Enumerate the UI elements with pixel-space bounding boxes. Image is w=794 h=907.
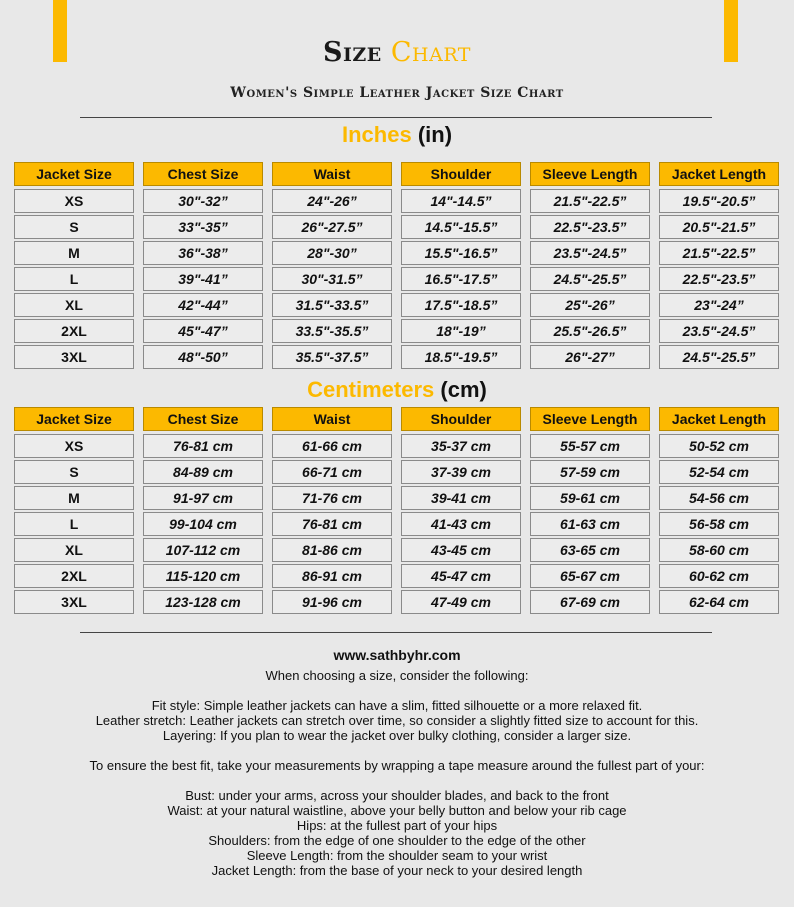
measurement-cell: 76-81 cm	[143, 434, 263, 458]
measurement-cell: 19.5"-20.5”	[659, 189, 779, 213]
measurement-cell: 18"-19”	[401, 319, 521, 343]
tip-line: Leather stretch: Leather jackets can stretch over time, so consider a slightly fitted size to account for this.	[95, 713, 699, 728]
measurement-cell: 59-61 cm	[530, 486, 650, 510]
measurement-cell: 58-60 cm	[659, 538, 779, 562]
size-label-cell: 2XL	[14, 564, 134, 588]
measurement-cell: 76-81 cm	[272, 512, 392, 536]
measurement-cell: 23"-24”	[659, 293, 779, 317]
measurement-cell: 35.5"-37.5”	[272, 345, 392, 369]
measurement-cell: 25"-26”	[530, 293, 650, 317]
size-label-cell: XS	[14, 189, 134, 213]
column-header: Chest Size	[143, 162, 263, 186]
measurement-cell: 39"-41”	[143, 267, 263, 291]
measurement-cell: 86-91 cm	[272, 564, 392, 588]
measurement-line: Jacket Length: from the base of your neck to your desired length	[211, 863, 583, 878]
column-header: Shoulder	[401, 162, 521, 186]
measurement-cell: 14"-14.5”	[401, 189, 521, 213]
measurement-cell: 56-58 cm	[659, 512, 779, 536]
centimeters-heading	[0, 377, 794, 403]
size-label-cell: 2XL	[14, 319, 134, 343]
measurement-line: Waist: at your natural waistline, above your belly button and below your rib cage	[167, 803, 627, 818]
size-label-cell: XL	[14, 293, 134, 317]
column-header: Sleeve Length	[530, 162, 650, 186]
measurement-line: Sleeve Length: from the shoulder seam to your wrist	[246, 848, 548, 863]
measurement-cell: 47-49 cm	[401, 590, 521, 614]
measurement-cell: 42"-44”	[143, 293, 263, 317]
measurement-cell: 25.5"-26.5”	[530, 319, 650, 343]
measurement-cell: 20.5"-21.5”	[659, 215, 779, 239]
column-header: Jacket Length	[659, 407, 779, 431]
measurement-cell: 21.5"-22.5”	[659, 241, 779, 265]
measurement-cell: 61-66 cm	[272, 434, 392, 458]
measurement-cell: 28"-30”	[272, 241, 392, 265]
measurement-cell: 43-45 cm	[401, 538, 521, 562]
measurement-cell: 24.5"-25.5”	[659, 345, 779, 369]
measurement-cell: 17.5"-18.5”	[401, 293, 521, 317]
measurement-cell: 22.5"-23.5”	[659, 267, 779, 291]
measurement-cell: 30"-31.5”	[272, 267, 392, 291]
measurement-cell: 123-128 cm	[143, 590, 263, 614]
size-label-cell: S	[14, 460, 134, 484]
measurement-cell: 35-37 cm	[401, 434, 521, 458]
measurement-cell: 91-96 cm	[272, 590, 392, 614]
measurement-cell: 45-47 cm	[401, 564, 521, 588]
size-label-cell: 3XL	[14, 590, 134, 614]
column-header: Waist	[272, 162, 392, 186]
divider-top	[80, 117, 712, 118]
measurement-cell: 18.5"-19.5”	[401, 345, 521, 369]
column-header: Shoulder	[401, 407, 521, 431]
measurement-cell: 66-71 cm	[272, 460, 392, 484]
measurement-cell: 23.5"-24.5”	[530, 241, 650, 265]
size-label-cell: XS	[14, 434, 134, 458]
website-url: www.sathbyhr.com	[333, 647, 461, 663]
measurement-cell: 23.5"-24.5”	[659, 319, 779, 343]
measurement-cell: 63-65 cm	[530, 538, 650, 562]
measurement-cell: 33"-35”	[143, 215, 263, 239]
measurement-cell: 91-97 cm	[143, 486, 263, 510]
measurement-cell: 99-104 cm	[143, 512, 263, 536]
column-header: Waist	[272, 407, 392, 431]
measurement-cell: 24"-26”	[272, 189, 392, 213]
measurement-cell: 115-120 cm	[143, 564, 263, 588]
measurement-cell: 54-56 cm	[659, 486, 779, 510]
measurement-cell: 57-59 cm	[530, 460, 650, 484]
size-label-cell: L	[14, 267, 134, 291]
measurement-cell: 33.5"-35.5”	[272, 319, 392, 343]
inches-heading-unit: (in)	[417, 122, 453, 147]
measurement-cell: 52-54 cm	[659, 460, 779, 484]
measurement-cell: 48"-50”	[143, 345, 263, 369]
title-part-1: Size	[323, 37, 382, 68]
measurement-cell: 50-52 cm	[659, 434, 779, 458]
measurement-cell: 15.5"-16.5”	[401, 241, 521, 265]
measurement-cell: 16.5"-17.5”	[401, 267, 521, 291]
measurement-line: Bust: under your arms, across your shoulder blades, and back to the front	[185, 788, 609, 803]
page-title	[0, 37, 794, 68]
measurement-cell: 107-112 cm	[143, 538, 263, 562]
column-header: Jacket Size	[14, 162, 134, 186]
column-header: Jacket Length	[659, 162, 779, 186]
measurement-cell: 39-41 cm	[401, 486, 521, 510]
title-part-2: Chart	[390, 37, 471, 68]
footer-info	[0, 648, 794, 878]
measurement-cell: 30"-32”	[143, 189, 263, 213]
measurement-cell: 84-89 cm	[143, 460, 263, 484]
measurement-cell: 71-76 cm	[272, 486, 392, 510]
measurement-cell: 41-43 cm	[401, 512, 521, 536]
measurement-cell: 81-86 cm	[272, 538, 392, 562]
measurement-cell: 21.5"-22.5”	[530, 189, 650, 213]
measurement-line: Shoulders: from the edge of one shoulder to the edge of the other	[208, 833, 586, 848]
inches-heading-label: Inches	[341, 122, 412, 147]
measurement-cell: 36"-38”	[143, 241, 263, 265]
size-label-cell: L	[14, 512, 134, 536]
inches-heading	[0, 122, 794, 148]
measurement-cell: 24.5"-25.5”	[530, 267, 650, 291]
column-header: Sleeve Length	[530, 407, 650, 431]
measurement-cell: 31.5"-33.5”	[272, 293, 392, 317]
size-label-cell: M	[14, 241, 134, 265]
measurement-cell: 61-63 cm	[530, 512, 650, 536]
measurement-cell: 22.5"-23.5”	[530, 215, 650, 239]
measure-intro: To ensure the best fit, take your measurements by wrapping a tape measure around the fullest part of your:	[89, 758, 705, 773]
measurement-line: Hips: at the fullest part of your hips	[296, 818, 498, 833]
size-label-cell: M	[14, 486, 134, 510]
column-header: Chest Size	[143, 407, 263, 431]
size-label-cell: S	[14, 215, 134, 239]
measurement-cell: 14.5"-15.5”	[401, 215, 521, 239]
measurement-cell: 26"-27”	[530, 345, 650, 369]
measurement-cell: 55-57 cm	[530, 434, 650, 458]
divider-bottom	[80, 632, 712, 633]
centimeters-heading-label: Centimeters	[307, 377, 435, 402]
measurement-cell: 65-67 cm	[530, 564, 650, 588]
tip-line: Fit style: Simple leather jackets can have a slim, fitted silhouette or a more relaxed fit.	[151, 698, 643, 713]
measurement-cell: 37-39 cm	[401, 460, 521, 484]
tip-line: Layering: If you plan to wear the jacket over bulky clothing, consider a larger size.	[162, 728, 632, 743]
column-header: Jacket Size	[14, 407, 134, 431]
measurement-cell: 67-69 cm	[530, 590, 650, 614]
centimeters-heading-unit: (cm)	[440, 377, 487, 402]
choosing-intro: When choosing a size, consider the following:	[265, 668, 529, 683]
size-label-cell: XL	[14, 538, 134, 562]
measurement-cell: 45"-47”	[143, 319, 263, 343]
page-subtitle: Women's Simple Leather Jacket Size Chart	[230, 85, 564, 101]
measurement-cell: 26"-27.5”	[272, 215, 392, 239]
size-label-cell: 3XL	[14, 345, 134, 369]
measurement-cell: 60-62 cm	[659, 564, 779, 588]
measurement-cell: 62-64 cm	[659, 590, 779, 614]
